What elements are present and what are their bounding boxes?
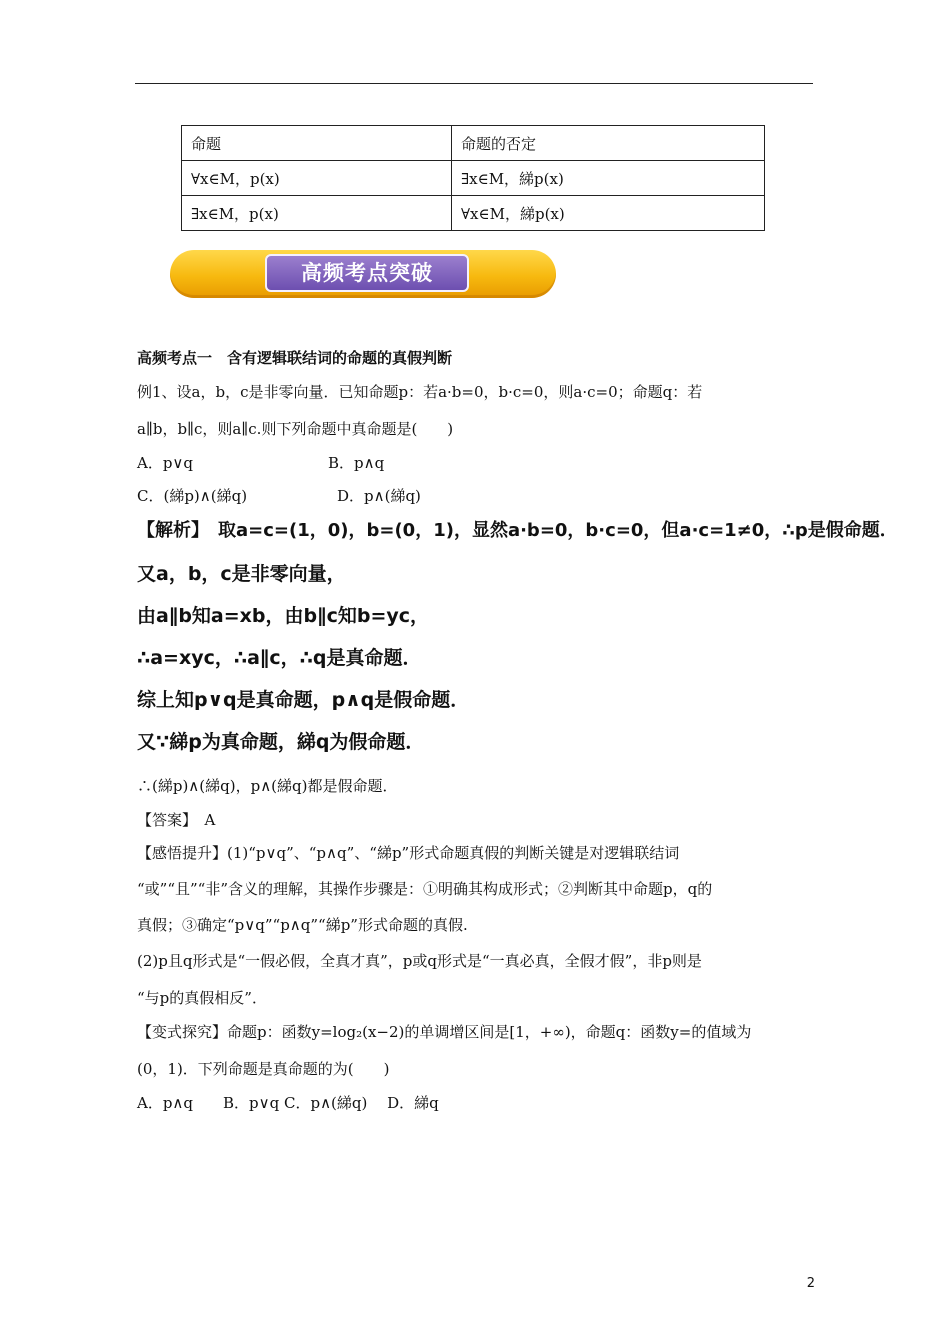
answer: 【答案】 A [137, 811, 216, 829]
banner-label: 高频考点突破 [265, 254, 469, 292]
table-cell: ∃x∈M，綈p(x) [452, 161, 765, 196]
page-number: 2 [806, 1276, 815, 1291]
option-d: D．p∧(綈q) [337, 487, 421, 505]
negation-table [181, 125, 765, 231]
table-header-row [182, 126, 765, 161]
analysis-line: 综上知p∨q是真命题，p∧q是假命题． [137, 689, 470, 711]
example-text: 例1、设a，b，c是非零向量．已知命题p：若a·b=0，b·c=0，则a·c=0；命题q：若 [137, 383, 703, 401]
table-header-cell: 命题的否定 [452, 126, 765, 161]
variant-text: (0，1)．下列命题是真命题的为( ) [137, 1060, 390, 1078]
insight-text: (2)p且q形式是“一假必假，全真才真”，p或q形式是“一真必真，全假才假”，非p则是 [137, 952, 702, 970]
table-cell: ∀x∈M，p(x) [182, 161, 452, 196]
analysis-conclusion: ∴(綈p)∧(綈q)，p∧(綈q)都是假命题． [137, 777, 398, 795]
table-cell: ∃x∈M，p(x) [182, 196, 452, 231]
option-b: B．p∧q [328, 454, 385, 472]
table-header-cell: 命题 [182, 126, 452, 161]
section-heading: 高频考点一 含有逻辑联结词的命题的真假判断 [137, 349, 453, 367]
variant-options: A．p∧q B．p∨q C．p∧(綈q) D．綈q [137, 1094, 439, 1112]
header-rule [135, 83, 813, 84]
table-row [182, 161, 765, 196]
analysis-line: 又a，b，c是非零向量， [137, 563, 346, 585]
section-banner [170, 250, 556, 298]
insight-text: “与p的真假相反”． [137, 989, 267, 1007]
variant-text: 【变式探究】命题p：函数y=log₂(x−2)的单调增区间是[1，+∞)，命题q：函数y=的值域为 [137, 1023, 752, 1041]
table-row [182, 196, 765, 231]
analysis-line: 又∵綈p为真命题，綈q为假命题． [137, 731, 425, 753]
insight-text: 【感悟提升】(1)“p∨q”、“p∧q”、“綈p”形式命题真假的判断关键是对逻辑联结词 [137, 844, 680, 862]
insight-text: 真假；③确定“p∨q”“p∧q”“綈p”形式命题的真假. [137, 916, 468, 934]
table-cell: ∀x∈M，綈p(x) [452, 196, 765, 231]
option-a: A．p∨q [137, 454, 194, 472]
option-c: C．(綈p)∧(綈q) [137, 487, 248, 505]
analysis-line: 由a∥b知a=xb，由b∥c知b=yc， [137, 605, 430, 627]
analysis-line: ∴a=xyc，∴a∥c，∴q是真命题． [137, 647, 422, 669]
analysis-line: 【解析】 取a=c=(1，0)，b=(0，1)，显然a·b=0，b·c=0，但a·c=1≠0，∴p是假命题． [137, 520, 898, 541]
insight-text: “或”“且”“非”含义的理解，其操作步骤是：①明确其构成形式；②判断其中命题p，q的 [137, 880, 713, 898]
example-text: a∥b，b∥c，则a∥c.则下列命题中真命题是( ) [137, 420, 454, 438]
